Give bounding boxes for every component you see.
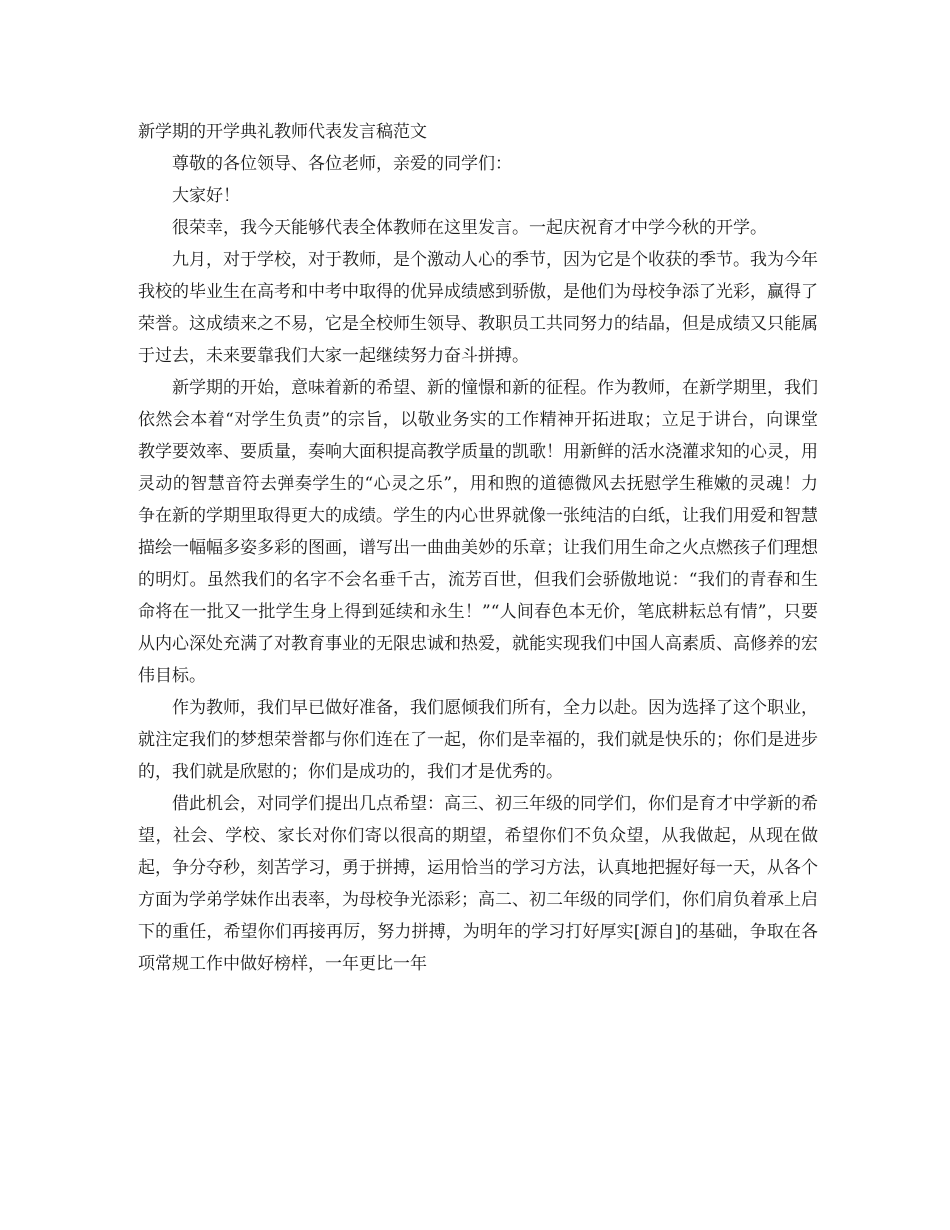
- document-title: 新学期的开学典礼教师代表发言稿范文: [138, 122, 427, 142]
- paragraph-greeting: 大家好！: [172, 186, 240, 206]
- paragraph-september: 九月，对于学校，对于教师，是个激动人心的季节，因为它是个收获的季节。我为今年我校的毕业生在高考和中考中取得的优异成绩感到骄傲，是他们为母校争添了光彩，赢得了荣誉。这成绩来之不易，它是全校师生领导、教职员工共同努力的结晶，但是成绩又只能属于过去，未来要靠我们大家一起继续努力奋斗拼搏。: [138, 250, 818, 366]
- paragraph-hopes: 借此机会，对同学们提出几点希望：高三、初三年级的同学们，你们是育才中学新的希望，社会、学校、家长对你们寄以很高的期望，希望你们不负众望，从我做起，从现在做起，争分夺秒，刻苦学习，勇于拼搏，运用恰当的学习方法，认真地把握好每一天，从各个方面为学弟学妹作出表率，为母校争光添彩；高二、初二年级的同学们，你们肩负着承上启下的重任，希望你们再接再厉，努力拼搏，为明年的学习打好厚实[源自]的基础，争取在各项常规工作中做好榜样，一年更比一年: [138, 794, 818, 974]
- document-body: [138, 116, 818, 980]
- paragraph-salutation: 尊敬的各位领导、各位老师，亲爱的同学们：: [172, 154, 512, 174]
- paragraph-new-semester: 新学期的开始，意味着新的希望、新的憧憬和新的征程。作为教师，在新学期里，我们依然会本着“对学生负责”的宗旨，以敬业务实的工作精神开拓进取；立足于讲台，向课堂教学要效率、要质量，奏响大面积提高教学质量的凯歌！用新鲜的活水浇灌求知的心灵，用灵动的智慧音符去弹奏学生的“心灵之乐”，用和煦的道德微风去抚慰学生稚嫩的灵魂！力争在新的学期里取得更大的成绩。学生的内心世界就像一张纯洁的白纸，让我们用爱和智慧描绘一幅幅多姿多彩的图画，谱写出一曲曲美妙的乐章；让我们用生命之火点燃孩子们理想的明灯。虽然我们的名字不会名垂千古，流芳百世，但我们会骄傲地说：“我们的青春和生命将在一批又一批学生身上得到延续和永生！”“人间春色本无价，笔底耕耘总有情”，只要从内心深处充满了对教育事业的无限忠诚和热爱，就能实现我们中国人高素质、高修养的宏伟目标。: [138, 378, 818, 686]
- paragraph-intro: 很荣幸，我今天能够代表全体教师在这里发言。一起庆祝育才中学今秋的开学。: [172, 218, 767, 238]
- paragraph-teachers-ready: 作为教师，我们早已做好准备，我们愿倾我们所有，全力以赴。因为选择了这个职业，就注定我们的梦想荣誉都与你们连在了一起，你们是幸福的，我们就是快乐的；你们是进步的，我们就是欣慰的；你们是成功的，我们才是优秀的。: [138, 698, 818, 782]
